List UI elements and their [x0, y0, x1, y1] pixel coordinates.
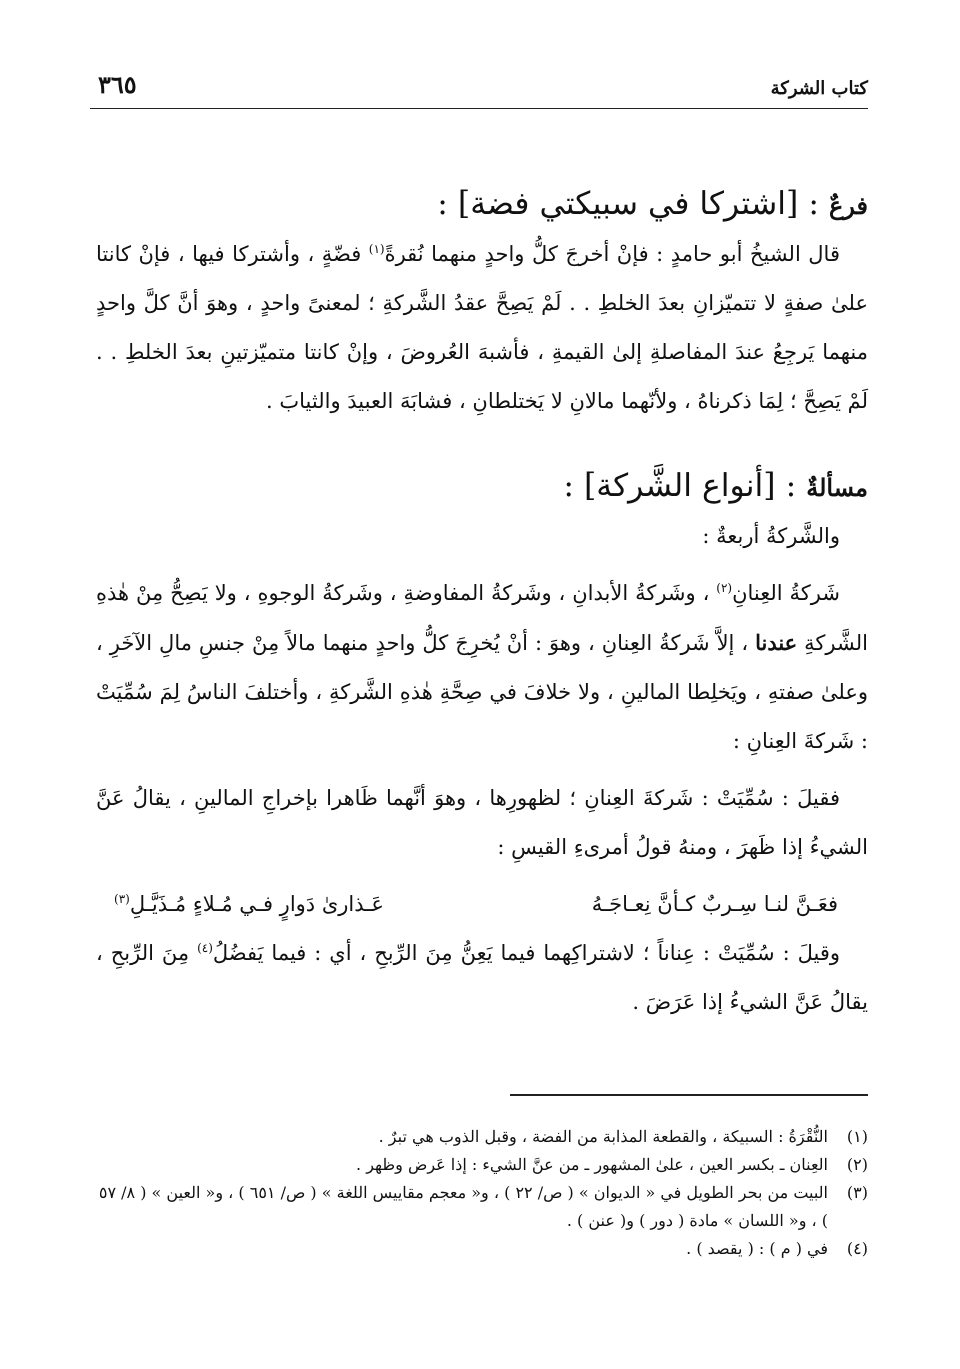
paragraph-text-end: ، إلاَّ شَركةُ العِنانِ ، وهوَ : أنْ يُخرِجَ كلُّ واحدٍ منهما مالاً مِنْ جنسِ مالِ الآخَرِ ، وعلىٰ صفتهِ ، ويَخلِطا المالينِ ، ولا خلافَ في صِحَّةِ هٰذهِ الشَّركةِ ، وأختلفَ الناسُ لِمَ سُمِّيَتْ : شَركةَ العِنانِ : [96, 631, 868, 753]
footnote-ref-4[interactable]: (٤) [197, 941, 213, 955]
footnote-text: النُّقْرَةُ : السبيكة ، والقطعة المذابة من الفضة ، وقبل الذوب هي تبرٌ . [378, 1127, 828, 1146]
footnote-rule [510, 1094, 868, 1096]
footnote-number: (١) [846, 1127, 868, 1146]
footnote-ref-3[interactable]: (٣) [114, 892, 130, 906]
running-title: كتاب الشركة [770, 78, 868, 99]
paragraph-types [96, 569, 868, 766]
paragraph-text-continued: ، وشَركةُ الأبدانِ ، وشَركةُ المفاوضةِ ، وشَركةُ الوجوهِ ، ولا يَصِحُّ مِنْ هٰذهِ الشَّركةِ [96, 581, 868, 655]
footnote-ref-1[interactable]: (١) [368, 242, 385, 256]
footnote-item [92, 1235, 868, 1263]
paragraph-text-continued: مِنَ الرِّبحِ ، يقالُ عَنَّ الشيءُ إذا عَرَضَ . [96, 941, 868, 1014]
paragraph-text: وقيلَ : سُمِّيَتْ : عِناناً ؛ لاشتراكِهما فيما يَعِنُّ مِنَ الرِّبحِ ، أي : فيما يَفضُلُ [212, 941, 841, 965]
running-header [90, 70, 868, 106]
header-rule [90, 108, 868, 109]
section-heading-masala [96, 462, 868, 512]
footnote-number: (٢) [846, 1155, 868, 1174]
footnote-text: العِنان ـ بكسر العين ، علىٰ المشهور ـ من عنَّ الشيء : إذا عَرض وظهر . [356, 1155, 828, 1174]
footnote-text: في ( م ) : ( يقصد ) . [686, 1239, 828, 1258]
section-heading-far [96, 180, 868, 230]
paragraph-intro: والشَّركةُ أربعةٌ : [702, 524, 840, 548]
verse-second-hemistich [114, 880, 384, 929]
poetry-verse [96, 880, 868, 929]
page-number: ٣٦٥ [98, 70, 137, 99]
paragraph-text-continued: فضّةٍ ، وأشتركا فيها ، فإنْ كانتا علىٰ صفةٍ لا تتميّزانِ بعدَ الخلطِ . . لَمْ يَصِحَّ عقدُ الشَّركةِ ؛ لمعنىً واحدٍ ، وهوَ أنَّ كلَّ واحدٍ منهما يَرجِعُ عندَ المفاصلةِ إلىٰ القيمةِ ، فأشبهَ العُروضَ ، وإنْ كانتا متميّزتينِ بعدَ الخلطِ . . لَمْ يَصِحَّ ؛ لِمَا ذكرناهُ ، ولأنّهما مالانِ لا يَختلطانِ ، فشابَهَ العبيدَ والثيابَ . [96, 242, 868, 413]
footnotes [92, 1123, 868, 1263]
heading-label: مسألةٌ [806, 473, 868, 502]
footnote-item [92, 1151, 868, 1179]
emphasis-text: عندنا [755, 630, 798, 655]
paragraph-far [96, 230, 868, 426]
verse-text: عَـذارىٰ دَوارٍ فـي مُـلاءٍ مُـذَيَّـلِ [129, 892, 384, 916]
footnote-number: (٣) [846, 1183, 868, 1202]
main-text [96, 180, 868, 1027]
footnote-item [92, 1179, 868, 1235]
paragraph-first-opinion: فقيلَ : سُمِّيَتْ : شَركةَ العِنانِ ؛ لظهورِها ، وهوَ أنَّهما ظَاهرا بإخراجِ المالينِ ، يقالُ عَنَّ الشيءُ إذا ظَهرَ ، ومنهُ قولُ أمرىءِ القيسِ : [96, 786, 868, 859]
paragraph-text: شَركةُ العِنانِ [732, 581, 840, 605]
heading-label: فرعٌ [828, 191, 868, 220]
footnote-item [92, 1123, 868, 1151]
footnote-number: (٤) [846, 1239, 868, 1258]
verse-first-hemistich: فعَـنَّ لنـا سِـربٌ كـأنَّ نِعـاجَـهُ [591, 892, 838, 916]
paragraph-text: قال الشيخُ أبو حامدٍ : فإنْ أخرجَ كلُّ واحدٍ منهما نُقرةً [384, 242, 840, 266]
heading-title: : [اشتركا في سبيكتي فضة] : [437, 186, 829, 222]
heading-title: : [أنواع الشَّركة] : [563, 468, 807, 504]
footnote-ref-2[interactable]: (٢) [716, 581, 733, 595]
paragraph-second-opinion [96, 929, 868, 1027]
footnote-text: البيت من بحر الطويل في « الديوان » ( ص/ ٢٢ ) ، و« معجم مقاييس اللغة » ( ص/ ٦٥١ ) ، و« العين » ( ٨/ ٥٧ ) ، و« اللسان » مادة ( دور ) و( عنن ) . [98, 1183, 828, 1230]
